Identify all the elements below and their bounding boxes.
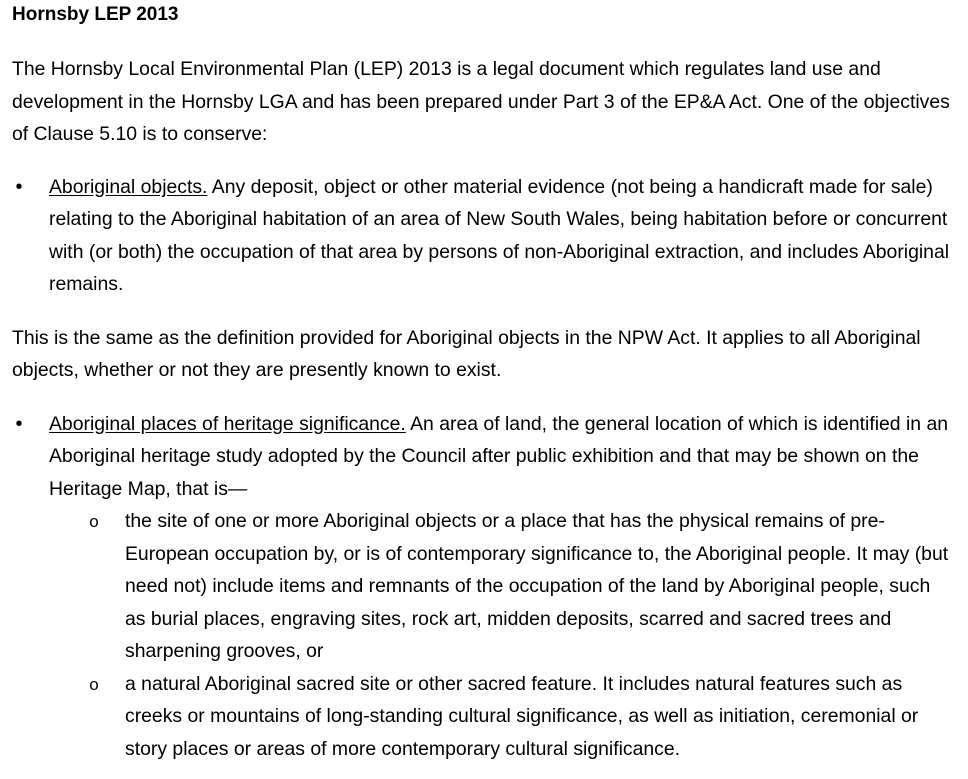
sub-item-physical-remains <box>12 505 954 668</box>
term-aboriginal-places: Aboriginal places of heritage significance. <box>49 412 406 435</box>
sub-item-sacred-site <box>12 668 954 766</box>
term-aboriginal-objects: Aboriginal objects. <box>49 175 208 198</box>
bullet-item-aboriginal-objects <box>12 171 954 301</box>
intro-paragraph: The Hornsby Local Environmental Plan (LEP) 2013 is a legal document which regulates land use and development in the Hornsby LGA and has been prepared under Part 3 of the EP&A Act. One of the objectives of Clause 5.10 is to conserve: <box>12 58 950 145</box>
sub-bullet-marker: o <box>89 674 99 694</box>
bullet-list-places <box>12 408 954 766</box>
definition-aboriginal-objects: Any deposit, object or other material evidence (not being a handicraft made for sale) relating to the Aboriginal habitation of an area of New South Wales, being habitation before or concurrent with (or both) the occupation of that area by persons of non-Aboriginal extraction, and includes Aboriginal remains. <box>49 175 950 295</box>
bullet-marker: • <box>15 175 23 198</box>
sub-item-text: the site of one or more Aboriginal objects or a place that has the physical remains of pre-European occupation by, or is of contemporary significance to, the Aboriginal people. It may (but need not) include items and remnants of the occupation of the land by Aboriginal people, such as burial places, engraving sites, rock art, midden deposits, scarred and sacred trees and sharpening grooves, or <box>125 510 949 662</box>
definition-aboriginal-places: An area of land, the general location of which is identified in an Aboriginal heritage study adopted by the Council after public exhibition and that may be shown on the Heritage Map, that is— <box>49 412 949 500</box>
middle-paragraph: This is the same as the definition provided for Aboriginal objects in the NPW Act. It applies to all Aboriginal objects, whether or not they are presently known to exist. <box>12 326 921 381</box>
sub-item-text: a natural Aboriginal sacred site or other sacred feature. It includes natural features such as creeks or mountains of long-standing cultural significance, as well as initiation, ceremonial or story places or areas of more contemporary cultural significance. <box>125 672 919 760</box>
document-heading: Hornsby LEP 2013 <box>12 4 179 25</box>
bullet-list-objects <box>12 171 954 301</box>
sub-list-places <box>49 505 954 765</box>
sub-bullet-marker: o <box>89 512 99 531</box>
bullet-marker: • <box>15 412 23 435</box>
bullet-item-aboriginal-places <box>12 408 954 766</box>
